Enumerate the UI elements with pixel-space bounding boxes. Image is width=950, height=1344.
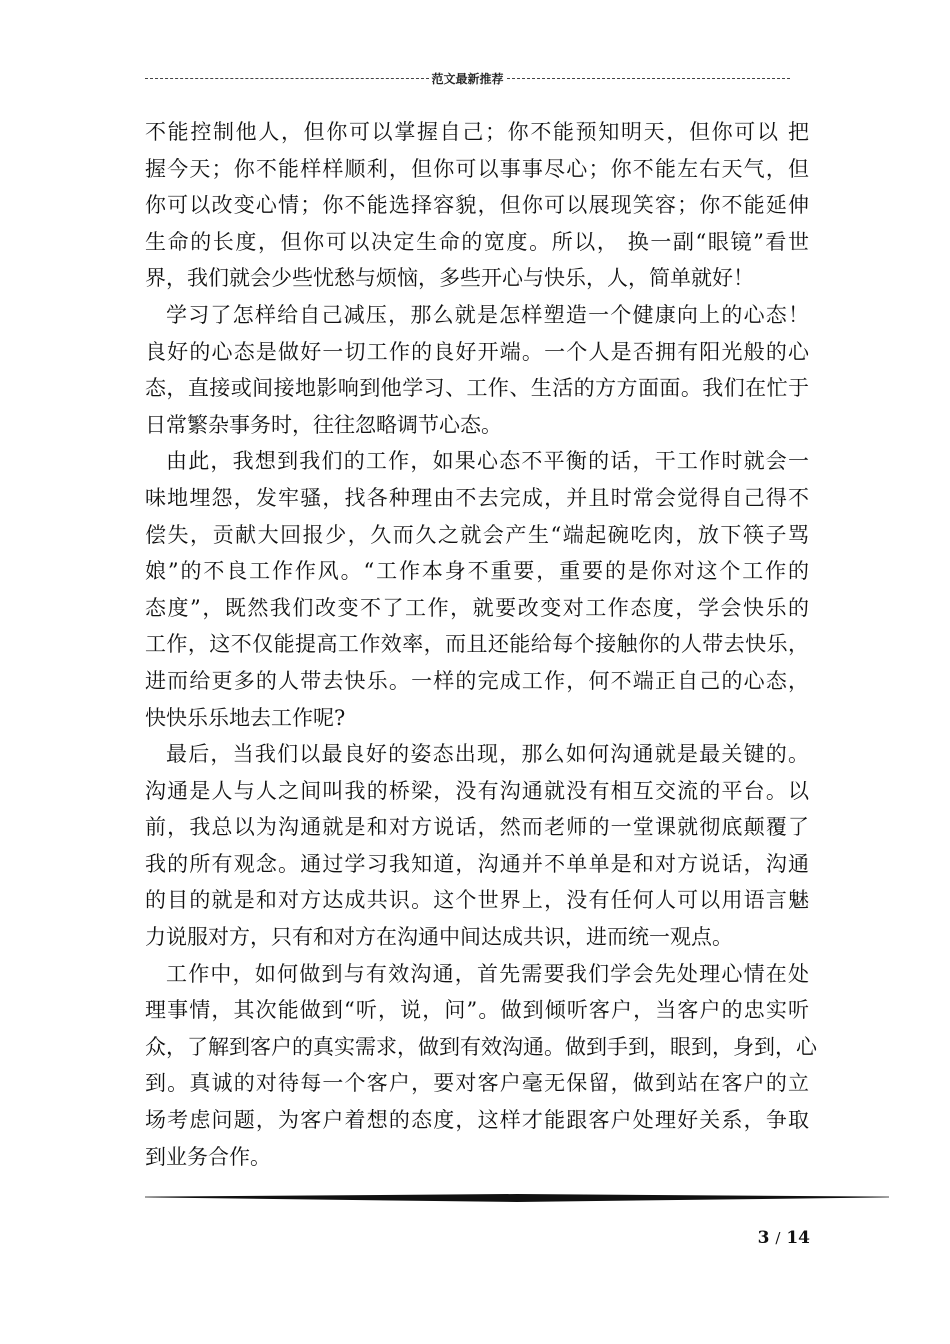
text-line: 我的所有观念。通过学习我知道，沟通并不单单是和对方说话，沟通 [145, 851, 809, 876]
page-header [145, 68, 790, 88]
paragraph [145, 114, 809, 297]
text-line: 学习了怎样给自己减压，那么就是怎样塑造一个健康向上的心态！ [166, 302, 809, 327]
paragraph [145, 736, 809, 956]
page-number [700, 1228, 810, 1248]
text-line: 的目的就是和对方达成共识。这个世界上，没有任何人可以用语言魅 [145, 888, 809, 913]
text-line: 偿失，贡献大回报少，久而久之就会产生“端起碗吃肉，放下筷子骂 [145, 522, 809, 547]
header-dashed-rule-left [145, 78, 429, 79]
text-line: 握今天；你不能样样顺利，但你可以事事尽心；你不能左右天气，但 [145, 156, 809, 181]
header-dashed-rule-right [507, 78, 791, 79]
text-line: 界，我们就会少些忧愁与烦恼，多些开心与快乐，人，简单就好！ [145, 266, 754, 291]
paragraph [145, 297, 809, 443]
text-line: 最后，当我们以最良好的姿态出现，那么如何沟通就是最关键的。 [166, 742, 809, 767]
text-line: 味地埋怨，发牢骚，找各种理由不去完成，并且时常会觉得自己得不 [145, 485, 809, 510]
paragraph [145, 443, 809, 736]
text-line: 理事情，其次能做到“听，说，问”。做到倾听客户，当客户的忠实听 [145, 998, 809, 1023]
text-line: 到。真诚的对待每一个客户，要对客户毫无保留，做到站在客户的立 [145, 1071, 809, 1096]
paragraph [145, 956, 817, 1176]
text-line: 进而给更多的人带去快乐。一样的完成工作，何不端正自己的心态， [145, 668, 809, 693]
text-line: 你可以改变心情；你不能选择容貌，但你可以展现笑容；你不能延伸 [145, 193, 809, 218]
text-line: 日常繁杂事务时，往往忽略调节心态。 [145, 412, 502, 437]
current-page-number: 3 [757, 1228, 770, 1248]
text-line: 娘”的不良工作作风。“工作本身不重要，重要的是你对这个工作的 [145, 559, 809, 584]
text-line: 工作，这不仅能提高工作效率，而且还能给每个接触你的人带去快乐， [145, 632, 809, 657]
text-line: 由此，我想到我们的工作，如果心态不平衡的话，干工作时就会一 [166, 449, 809, 474]
text-line: 态度”，既然我们改变不了工作，就要改变对工作态度，学会快乐的 [145, 595, 809, 620]
footer-rule [145, 1194, 889, 1202]
text-line: 工作中，如何做到与有效沟通，首先需要我们学会先处理心情在处 [166, 961, 809, 986]
text-line: 力说服对方，只有和对方在沟通中间达成共识，进而统一观点。 [145, 925, 733, 950]
document-body [145, 114, 817, 1175]
text-line: 前，我总以为沟通就是和对方说话，然而老师的一堂课就彻底颠覆了 [145, 815, 809, 840]
total-page-count: 14 [786, 1228, 810, 1248]
text-line: 场考虑问题，为客户着想的态度，这样才能跟客户处理好关系，争取 [145, 1108, 809, 1133]
text-line: 众，了解到客户的真实需求，做到有效沟通。做到手到，眼到，身到，心 [145, 1034, 817, 1059]
text-line: 生命的长度，但你可以决定生命的宽度。所以， 换一副“眼镜”看世 [145, 229, 809, 254]
text-line: 不能控制他人，但你可以掌握自己；你不能预知明天，但你可以 把 [145, 120, 809, 144]
text-line: 态，直接或间接地影响到他学习、工作、生活的方方面面。我们在忙于 [145, 376, 809, 401]
page-number-separator: / [775, 1229, 781, 1247]
text-line: 到业务合作。 [145, 1144, 271, 1169]
text-line: 沟通是人与人之间叫我的桥梁，没有沟通就没有相互交流的平台。以 [145, 778, 809, 803]
text-line: 快快乐乐地去工作呢? [145, 705, 346, 730]
text-line: 良好的心态是做好一切工作的良好开端。一个人是否拥有阳光般的心 [145, 339, 809, 364]
header-title: 范文最新推荐 [431, 71, 504, 86]
